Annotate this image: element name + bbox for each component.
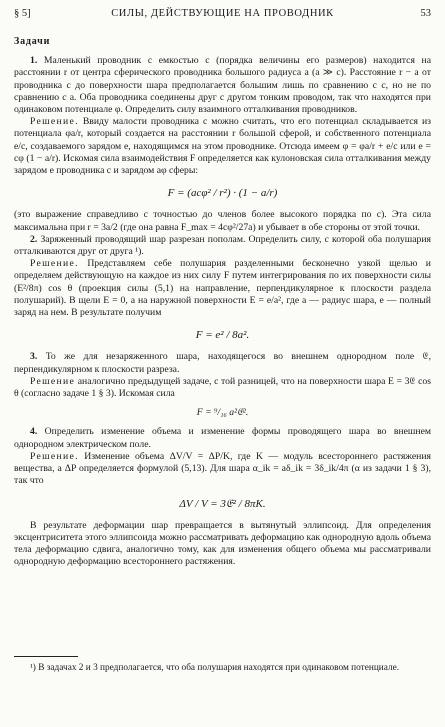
- problem-3-formula: F = ⁹/₁₆ a²𝔈².: [196, 407, 249, 419]
- section-marker: § 5]: [14, 8, 31, 19]
- page-number: 53: [420, 8, 431, 19]
- section-heading: Задачи: [14, 36, 51, 47]
- problem-2-formula: F = e² / 8a².: [195, 329, 250, 342]
- problem-3-statement: [14, 351, 431, 375]
- problem-4-solution: [14, 451, 431, 488]
- problem-3-solution-text: аналогично предыдущей задаче, с той разницей, что на поверхности шара E = 3𝔈 cos θ (согласно задаче 1 § 3). Искомая сила: [14, 375, 432, 400]
- problem-1-text: Маленький проводник с емкостью c (порядка величины его размеров) находится на расстоянии r от центра сферического проводника большого радиуса a (a ≫ c). Расстояние r − a от проводника c до поверхности шара предполагается большим лишь по сравнению с c, но не по сравнению с a. Оба проводника соединены друг с другом тонким проводом, так что находятся при одинаковом потенциале φ. Определить силу взаимного отталкивания проводников.: [14, 55, 431, 116]
- problem-1-solution-text: Ввиду малости проводника c можно считать, что его потенциал складывается из потенциала φa/r, который создается на расстоянии r большой сферой, и собственного потенциала e/c, создаваемого зарядом e, находящимся на этом проводнике. Отсюда имеем φ = φa/r + e/c или e = cφ (1 − a/r). Искомая сила взаимодействия F определяется как кулоновская сила отталкивания между зарядом e проводника c и зарядом aφ сферы:: [14, 116, 431, 177]
- problem-1-statement: [14, 55, 431, 116]
- problem-2-number: 2.: [30, 233, 38, 245]
- problem-4-statement: [14, 426, 431, 450]
- footnote-rule: [14, 656, 78, 657]
- problem-4-formula: ΔV / V = 3𝔈² / 8πK.: [179, 497, 266, 510]
- problem-3-number: 3.: [30, 351, 38, 363]
- problem-1-formula: F = (acφ² / r²) · (1 − a/r): [167, 187, 278, 200]
- running-title: СИЛЫ, ДЕЙСТВУЮЩИЕ НА ПРОВОДНИК: [111, 8, 334, 19]
- page-body: [14, 36, 431, 569]
- problem-4-solution-text: Изменение объема ΔV/V = ΔP/K, где K — модуль всестороннего растяжения вещества, а ΔP определяется формулой (5,13). Для шара α_ik = aδ_ik = 3δ_ik/4π (α из задачи 1 § 3), так что: [14, 450, 432, 487]
- problem-2-solution-text: Представляем себе полушария разделенными бесконечно узкой щелью и определяем действующую на каждое из них силу F путем интегрирования по их поверхности силы (E²/8π) cos θ (проекция силы (5,1) на направление, перпендикулярное к плоскости раздела полушарий). В щели E = 0, а на наружной поверхности E = e/a², где a — радиус шара, e — полный заряд на нем. В результате получим: [14, 258, 431, 319]
- problem-3-solution: [14, 376, 431, 400]
- problem-2-text: Заряженный проводящий шар разрезан пополам. Определить силу, с которой оба полушария отталкиваются друг от друга ¹).: [14, 233, 432, 258]
- problem-4-number: 4.: [30, 426, 38, 438]
- problem-4-text: Определить изменение объема и изменение формы проводящего шара во внешнем однородном электрическом поле.: [14, 426, 432, 450]
- problem-3-text: То же для незаряженного шара, находящегося во внешнем однородном поле 𝔈, перпендикулярном к плоскости разреза.: [14, 351, 432, 375]
- solution-label: Решение: [30, 375, 76, 387]
- footnote: [14, 663, 431, 675]
- solution-label: Решение.: [30, 258, 79, 270]
- problem-1-solution: [14, 116, 431, 177]
- problem-2-statement: [14, 234, 431, 258]
- solution-label: Решение.: [30, 116, 79, 128]
- footnote-text: ¹) В задачах 2 и 3 предполагается, что оба полушария находятся при одинаковом потенциале.: [30, 663, 400, 673]
- problem-1-after: (это выражение справедливо с точностью до членов более высокого порядка по c). Эта сила максимальна при r = 3a/2 (где она равна F_max = 4cφ²/27a) и убывает в обе стороны от этой точки.: [14, 209, 431, 233]
- problem-4-after: В результате деформации шар превращается в вытянутый эллипсоид. Для определения эксцентриситета этого эллипсоида можно рассматривать деформацию как однородную вдоль объема тела деформацию сдвига, аналогично тому, как для изменения общего объема мы рассматривали однородную деформацию всестороннего растяжения.: [14, 519, 431, 568]
- running-header: [14, 8, 431, 24]
- solution-label: Решение.: [30, 450, 79, 462]
- problem-2-solution: [14, 258, 431, 319]
- problem-1-number: 1.: [30, 55, 38, 67]
